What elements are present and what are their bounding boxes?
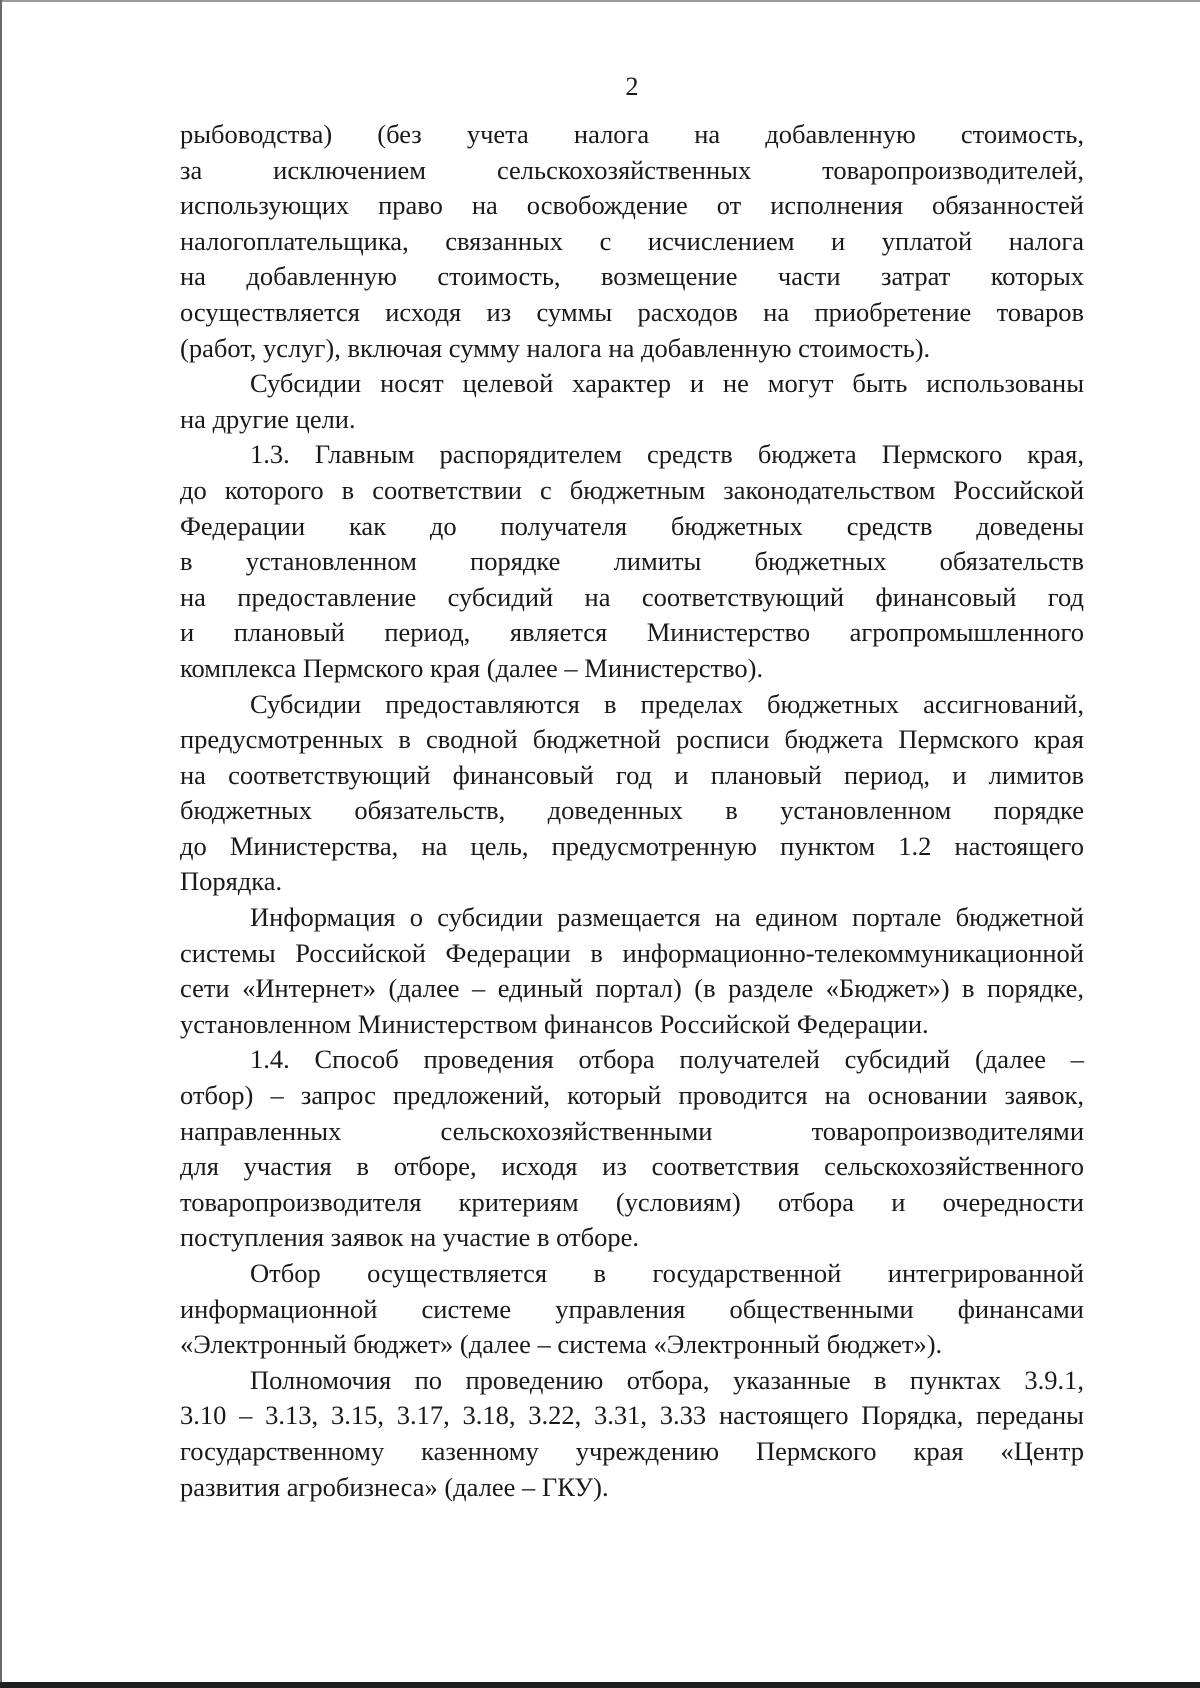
- text-line: на другие цели.: [180, 403, 356, 434]
- text-line: для участия в отборе, исходя из соответствия сельскохозяйственного: [180, 1151, 1084, 1182]
- text-line: Порядка.: [180, 866, 283, 897]
- text-line: Отбор осуществляется в государственной интегрированной: [250, 1258, 1084, 1288]
- text-line: отбор) – запрос предложений, который проводится на основании заявок,: [180, 1080, 1084, 1111]
- text-line: государственному казенному учреждению Пермского края «Центр: [180, 1435, 1084, 1466]
- text-line: 1.3. Главным распорядителем средств бюджета Пермского края,: [250, 439, 1084, 470]
- text-line: налогоплательщика, связанных с исчислением и уплатой налога: [180, 225, 1084, 256]
- paragraph: [180, 1256, 1084, 1363]
- page-number: 2: [625, 72, 639, 101]
- scan-edge-left: [0, 0, 2, 1688]
- text-line: 3.10 – 3.13, 3.15, 3.17, 3.18, 3.22, 3.31, 3.33 настоящего Порядка, переданы: [180, 1400, 1084, 1431]
- text-line: установленном Министерством финансов Российской Федерации.: [180, 1008, 929, 1039]
- text-line: рыбоводства) (без учета налога на добавленную стоимость,: [180, 119, 1084, 149]
- text-line: на предоставление субсидий на соответствующий финансовый год: [180, 581, 1084, 612]
- text-line: комплекса Пермского края (далее – Министерство).: [180, 652, 764, 683]
- text-line: до которого в соответствии с бюджетным законодательством Российской: [180, 474, 1084, 505]
- paragraph: [180, 687, 1084, 901]
- text-line: Информация о субсидии размещается на едином портале бюджетной: [250, 902, 1084, 933]
- document-body: [180, 117, 1084, 1505]
- text-line: товаропроизводителя критериям (условиям) отбора и очередности: [180, 1186, 1084, 1217]
- paragraph: [180, 117, 1084, 366]
- text-line: направленных сельскохозяйственными товаропроизводителями: [180, 1115, 1084, 1146]
- text-line: Федерации как до получателя бюджетных средств доведены: [180, 510, 1084, 541]
- text-line: системы Российской Федерации в информационно-телекоммуникационной: [180, 937, 1084, 968]
- text-line: предусмотренных в сводной бюджетной росписи бюджета Пермского края: [180, 724, 1084, 755]
- scan-edge-top: [0, 0, 1200, 2]
- text-line: осуществляется исходя из суммы расходов на приобретение товаров: [180, 296, 1084, 327]
- paragraph: [180, 366, 1084, 437]
- paragraph: [180, 900, 1084, 1042]
- text-line: за исключением сельскохозяйственных товаропроизводителей,: [180, 154, 1084, 185]
- text-line: на добавленную стоимость, возмещение части затрат которых: [180, 261, 1084, 292]
- text-line: поступления заявок на участие в отборе.: [180, 1222, 639, 1253]
- text-line: использующих право на освобождение от исполнения обязанностей: [180, 190, 1084, 221]
- text-line: в установленном порядке лимиты бюджетных обязательств: [180, 546, 1084, 577]
- text-line: на соответствующий финансовый год и плановый период, и лимитов: [180, 759, 1084, 790]
- text-line: Полномочия по проведению отбора, указанные в пунктах 3.9.1,: [250, 1364, 1084, 1395]
- text-line: сети «Интернет» (далее – единый портал) (в разделе «Бюджет») в порядке,: [180, 973, 1084, 1004]
- text-line: бюджетных обязательств, доведенных в установленном порядке: [180, 795, 1084, 826]
- text-line: 1.4. Способ проведения отбора получателей субсидий (далее –: [250, 1044, 1084, 1075]
- paragraph: [180, 437, 1084, 686]
- text-line: информационной системе управления общественными финансами: [180, 1293, 1084, 1324]
- text-line: и плановый период, является Министерство агропромышленного: [180, 617, 1084, 648]
- text-line: Субсидии носят целевой характер и не могут быть использованы: [250, 368, 1084, 399]
- paragraph: [180, 1363, 1084, 1505]
- text-line: развития агробизнеса» (далее – ГКУ).: [180, 1471, 609, 1502]
- text-line: Субсидии предоставляются в пределах бюджетных ассигнований,: [250, 688, 1084, 719]
- text-line: до Министерства, на цель, предусмотренную пунктом 1.2 настоящего: [180, 830, 1084, 861]
- text-line: «Электронный бюджет» (далее – система «Электронный бюджет»).: [180, 1329, 943, 1360]
- text-line: (работ, услуг), включая сумму налога на добавленную стоимость).: [180, 332, 931, 363]
- paragraph: [180, 1042, 1084, 1256]
- scan-edge-bottom: [0, 1682, 1200, 1688]
